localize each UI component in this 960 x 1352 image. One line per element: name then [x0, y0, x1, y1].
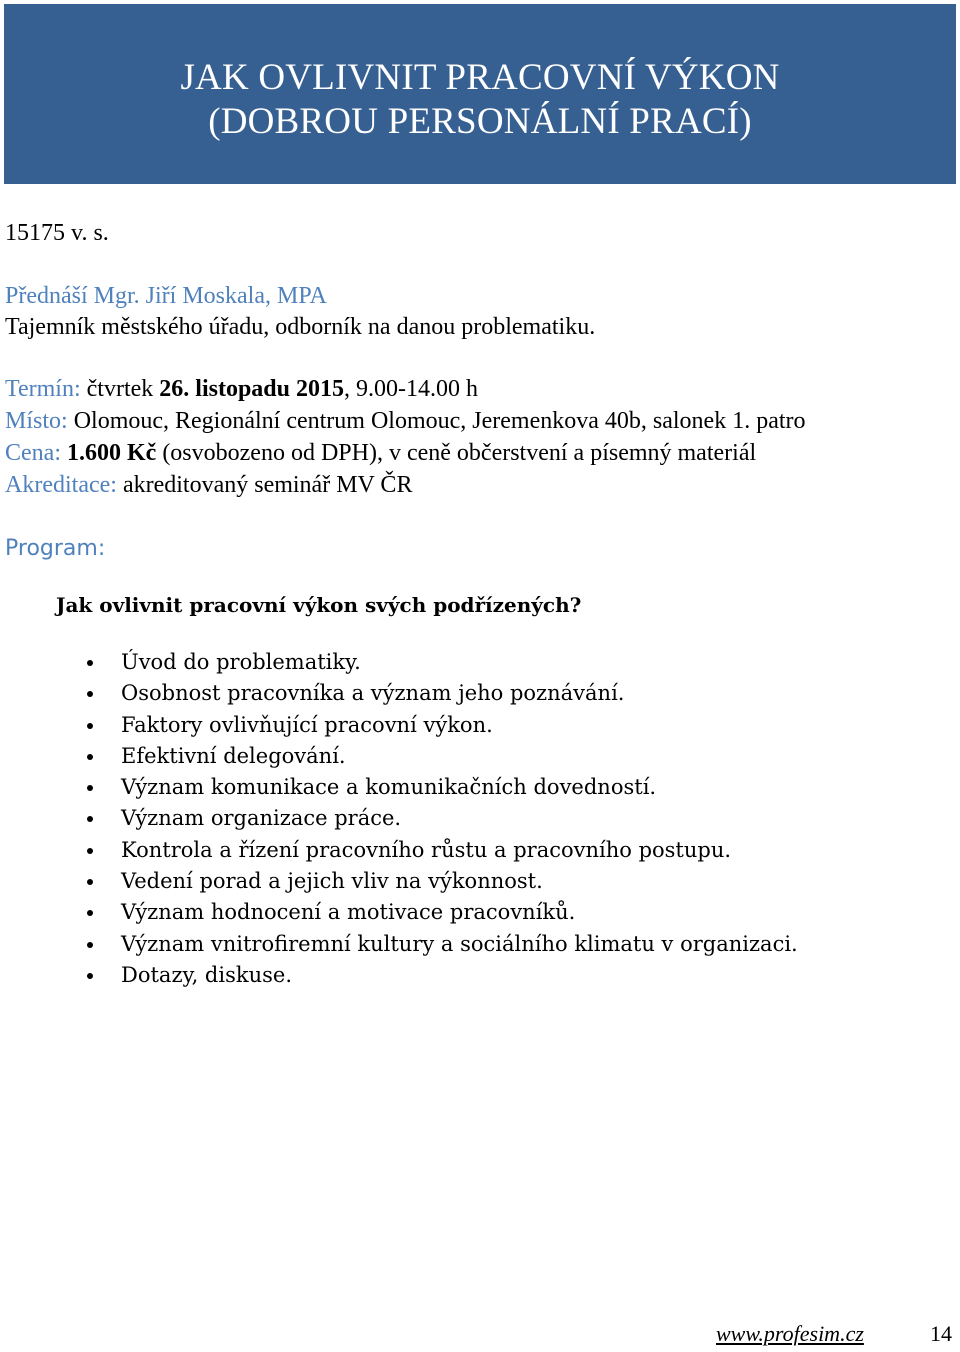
place-label: Místo: — [5, 408, 68, 434]
term-date: 26. listopadu 2015 — [159, 376, 344, 402]
price-label: Cena: — [5, 440, 61, 466]
bullet-icon — [87, 973, 93, 979]
list-item-text: Faktory ovlivňující pracovní výkon. — [121, 712, 493, 737]
program-subtitle: Jak ovlivnit pracovní výkon svých podřízených? — [56, 593, 582, 617]
bullet-icon — [87, 785, 93, 791]
lecturer-description: Tajemník městského úřadu, odborník na danou problematiku. — [5, 314, 596, 340]
list-item-text: Význam vnitrofiremní kultury a sociálního klimatu v organizaci. — [121, 931, 798, 956]
lecturer-name: Mgr. Jiří Moskala, MPA — [87, 283, 327, 309]
lecturer-line — [5, 281, 327, 311]
footer-website-link[interactable]: www.profesim.cz — [716, 1321, 864, 1346]
list-item-text: Vedení porad a jejich vliv na výkonnost. — [121, 869, 543, 894]
term-label: Termín: — [5, 376, 81, 402]
bullet-icon — [87, 816, 93, 822]
bullet-icon — [87, 910, 93, 916]
list-item-text: Kontrola a řízení pracovního růstu a pracovního postupu. — [121, 837, 732, 862]
place-value: Olomouc, Regionální centrum Olomouc, Jeremenkova 40b, salonek 1. patro — [67, 408, 806, 434]
place-line — [5, 406, 806, 436]
list-item-text: Význam komunikace a komunikačních dovedností. — [121, 775, 657, 800]
bullet-icon — [87, 848, 93, 854]
bullet-icon — [87, 754, 93, 760]
list-item-text: Osobnost pracovníka a význam jeho poznávání. — [121, 681, 625, 706]
term-line — [5, 374, 478, 404]
bullet-icon — [87, 723, 93, 729]
price-line — [5, 438, 756, 468]
list-item-text: Význam hodnocení a motivace pracovníků. — [121, 900, 576, 925]
price-amount: 1.600 Kč — [60, 440, 157, 466]
lecturer-label: Přednáší — [5, 283, 88, 309]
list-item-text: Význam organizace práce. — [121, 806, 402, 831]
list-item-text: Úvod do problematiky. — [121, 650, 361, 674]
accreditation-label: Akreditace: — [5, 472, 117, 498]
page-title-line2: (DOBROU PERSONÁLNÍ PRACÍ) — [208, 101, 752, 142]
term-time: , 9.00-14.00 h — [344, 376, 478, 402]
list-item-text: Dotazy, diskuse. — [121, 962, 292, 987]
accreditation-value: akreditovaný seminář MV ČR — [116, 472, 413, 498]
page-number: 14 — [930, 1321, 952, 1346]
accreditation-line — [5, 470, 412, 500]
list-item-text: Efektivní delegování. — [121, 743, 346, 768]
title-banner — [4, 4, 956, 184]
bullet-icon — [87, 660, 93, 666]
term-day: čtvrtek — [80, 376, 160, 402]
price-note: (osvobozeno od DPH), v ceně občerstvení a písemný materiál — [156, 440, 757, 466]
bullet-icon — [87, 942, 93, 948]
course-code: 15175 v. s. — [5, 220, 109, 246]
program-heading: Program: — [5, 536, 106, 561]
page-title-line1: JAK OVLIVNIT PRACOVNÍ VÝKON — [180, 57, 780, 98]
bullet-icon — [87, 691, 93, 697]
bullet-icon — [87, 879, 93, 885]
